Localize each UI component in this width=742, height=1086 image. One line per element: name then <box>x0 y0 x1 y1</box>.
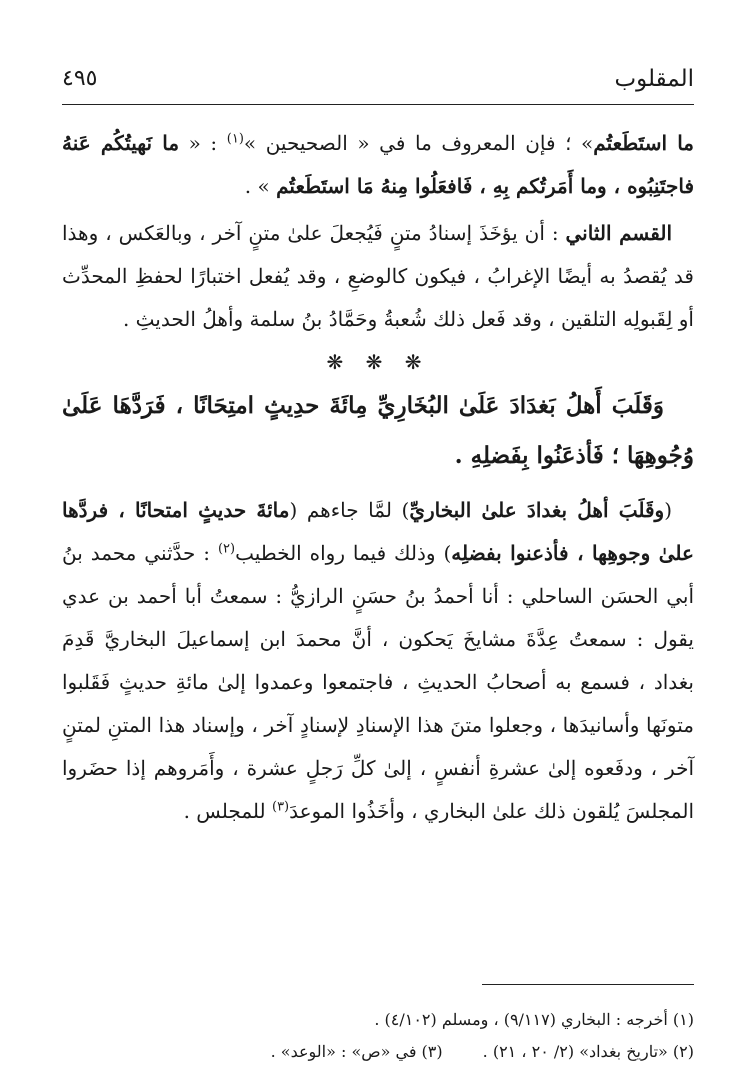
bold-quote: مائةَ حديثٍ امتحانًا ، فردَّها علىٰ وجوهِها ، فأذعنوا بفضلِه <box>62 498 694 565</box>
footnote-3: (٣) في «ص» : «الوعد» . <box>270 1042 443 1061</box>
text-run: ) لمَّا جاءهم ( <box>289 498 410 522</box>
footnote-ref-1[interactable]: (١) <box>226 131 244 147</box>
footnote-row <box>62 1036 694 1068</box>
paragraph-commentary <box>62 489 694 833</box>
header-divider <box>62 104 694 105</box>
text-run: ) وذلك فيما رواه الخطيب <box>235 541 452 565</box>
bold-hadith-text: ما نَهيتُكُم عَنهُ فاجتَنِبُوه ، وما أَمَرتُكم بِهِ ، فَافعَلُوا مِنهُ مَا استَطَعتُم <box>62 131 694 198</box>
footnote-2: (٢) «تاريخ بغداد» (٢/ ٢٠ ، ٢١) . <box>482 1042 694 1061</box>
bold-phrase: ما استَطَعتُم <box>593 131 695 155</box>
section-separator-stars: ❋ ❋ ❋ <box>326 350 430 374</box>
footnote-ref-3[interactable]: (٣) <box>271 799 290 815</box>
footnote-ref-2[interactable]: (٢) <box>217 541 236 557</box>
text-run: للمجلس . <box>183 799 272 823</box>
text-run: » ؛ فإن المعروف ما في « الصحيحين » <box>243 131 594 155</box>
paragraph-second-section <box>62 212 694 341</box>
text-run: ( <box>664 498 672 522</box>
section-heading: القسم الثاني <box>565 221 672 245</box>
text-run: : حدَّثني محمد بنُ أبي الحسَن الساحلي : أنا أحمدُ بنُ حسَنٍ الرازيُّ : سمعتُ أبا أحمد بن عدي يقول : سمعتُ عِدَّةَ مشايخَ يَحكون ، أنَّ محمدَ ابن إسماعيلَ البخاريَّ قَدِمَ بغداد ، فسمع به أصحابُ الحديثِ ، فاجتمعوا وعمدوا إلىٰ مائةِ حديثٍ فَقَلبوا متونَها وأسانيدَها ، وجعلوا متنَ هذا الإسنادِ لإسنادٍ آخر ، وإسناد هذا المتنِ لمتنٍ آخر ، ودفَعوه إلىٰ عشرةِ أنفسٍ ، إلىٰ كلِّ رَجلٍ عشرة ، وأَمَروهم إذا حضَروا المجلسَ يُلقون ذلك علىٰ البخاري ، وأخَذُوا الموعدَ <box>62 541 694 823</box>
matn-verse: وَقَلَبَ أَهلُ بَغدَادَ عَلَىٰ البُخَارِيِّ مِائَةَ حدِيثٍ امتِحَانًا ، فَرَدَّهَا عَلَىٰ وُجُوهِهَا ؛ فَأذعَنُوا بِفَضلِهِ . <box>62 392 694 469</box>
page-number: ٤٩٥ <box>62 66 98 91</box>
book-page <box>62 60 694 1060</box>
footnote-divider <box>482 984 694 985</box>
footnote-1: (١) أخرجه : البخاري (٩/١١٧) ، ومسلم (٤/١٠٢) . <box>374 1010 694 1029</box>
paragraph-hadith-continuation <box>62 122 694 208</box>
text-run: » . <box>244 174 277 198</box>
page-header <box>62 60 694 100</box>
running-title: المقلوب <box>614 66 694 92</box>
text-run: : أن يؤخَذَ إسنادُ متنٍ فَيُجعلَ علىٰ متنٍ آخر ، وبالعَكس ، وهذا قد يُقصدُ به أيضًا الإغرابُ ، فيكون كالوضعِ ، وقد يُفعل اختبارًا لحفظِ المحدِّث أو لِقَبولِه التلقين ، وقد فَعل ذلك شُعبةُ وحَمَّادُ بنُ سلمة وأهلُ الحديثِ . <box>62 221 694 331</box>
footnotes <box>62 1004 694 1068</box>
bold-quote: وقَلَبَ أهلُ بغدادَ علىٰ البخاريِّ <box>409 498 665 522</box>
main-text <box>62 122 694 837</box>
text-run: : « <box>179 131 227 155</box>
